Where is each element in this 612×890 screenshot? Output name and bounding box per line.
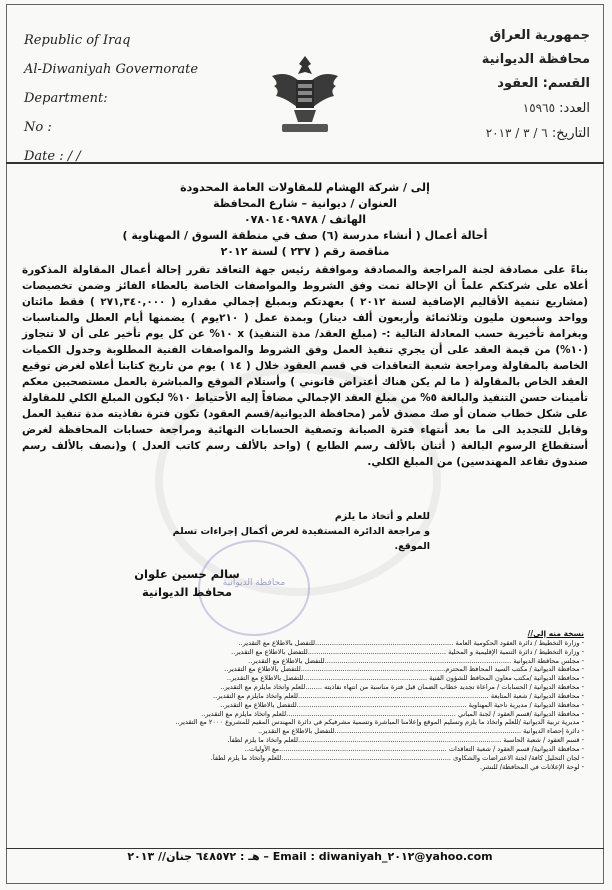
department-en: Department:	[24, 91, 108, 106]
instruction-line-1: للعلم و أتخاذ ما يلزم	[334, 511, 430, 522]
copies-item: - لوحة الإعلانات في المحافظة/ للنشر.	[479, 762, 584, 771]
copies-item: - مديرية تربية الديوانية /للعلم واتخاذ ما يلزم وتسليم الموقع وإعلامنا المباشرة وتسمية مشرفيكم في دائرة المهندس المقيم للمشروع ٢٠٠٠ مع التقدير..	[175, 718, 584, 727]
copies-item: - قسم العقود / شعبة الحاسبة .................................................................................................للعلم واتخاذ ما يلزم لطفاً.	[227, 736, 584, 745]
letterhead-english	[24, 26, 234, 171]
letterhead-arabic	[390, 24, 590, 146]
date-ar	[390, 121, 590, 146]
letter-body: بناءً على مصادقة لجنة المراجعة والمصادقة وموافقة رئيس جهة التعاقد تقرر إحالة أعمال المقاولة المذكورة أعلاه على شركتكم علماً أن الإحالة تمت وفق الشروط والمواصفات الخاصة بالعطاء الفائز وضمن تخصيصات (مشاريع تنمية الأقاليم الإضافية لسنة ٢٠١٢ ) بعهدتكم وبمبلغ إجمالي مقداره ( ٢٧١,٣٤٠,٠٠٠ ) فقط مائتان وواحد وسبعون مليون وثلاثمائة وأربعون ألف دينار) وبمدة عمل ( ٢١٠يوم ) يضمنها أيام العطل والمناسبات وبغرامة تأخيرية حسب المعادلة التالية :- (مبلغ العقد/ مدة التنفيذ) x ١٠% عن كل يوم تأخير على أن لا تتجاوز (١٠%) من قيمة العقد على أن يجري تنفيذ العمل وفق الشروط والمواصفات الفنية المطلوبة وجدول الكميات الخاصة بالمقاولة ومراجعة شعبة التعاقدات في قسم العقود خلال ( ١٤ ) يوم من تاريخ كتابنا أعلاه لغرض توقيع العقد الخاص بالمقاولة ( ما لم يكن هناك أعتراض قانوني ) وأستلام الموقع والمباشرة بالعمل مستصحبين معكم تأمينات حسن التنفيذ والبالغة ٥% من مبلغ العقد الإجمالي مضافاً إليه الأحتياط ١٠% ليكون المبلغ الكلي للمقاولة على شكل خطاب ضمان أو صك مصدق لأمر (محافظة الديوانية/قسم العقود) تكون فترة نفاذيته مدة تنفيذ العمل وقابل للتجديد الى ما بعد أنتهاء فترة الصيانة وتصفية الحسابات النهائية ومراجعة حسابات المحافظة لغرض أستقطاع الرسوم البالغة ( أثنان بالألف رسم الطابع ) (واحد بالألف رسم كاتب العدل ) و(نصف بالألف رسم صندوق تقاعد المهندسين) من المبلغ الكلي.	[22, 264, 589, 468]
number-value-ar: ١٥٩٦٥	[522, 101, 556, 115]
department-ar: القسم: العقود	[497, 76, 590, 91]
number-label-ar: العدد:	[559, 101, 590, 116]
addressee-phone: الهاتف / ٠٧٨٠١٤٠٩٨٧٨	[243, 213, 367, 226]
copies-item: - محافظة الديوانية /مكتب معاون المحافظ للشؤون الفنية ...........................................................للتفضل بالاطلاع مع التقدير..	[226, 674, 584, 683]
copies-title: نسخة منه إلى//	[527, 630, 584, 638]
copies-item: - لجان التحليل كافة/ لجنة الاعتراضات والشكاوى .................................................................................للعلم واتخاذ ما يلزم لطفاً.	[210, 753, 584, 762]
date-value-ar: ٦ / ٣ / ٢٠١٣	[485, 126, 548, 140]
governorate-en: Al-Diwaniyah Governorate	[24, 62, 199, 77]
date-label-ar: التاريخ:	[551, 126, 590, 141]
letterhead	[6, 4, 604, 164]
tender-line: مناقصة رقم ( ٢٣٧ ) لسنة ٢٠١٢	[220, 245, 390, 258]
signatory-title: محافظ الديوانية	[142, 585, 232, 599]
signature-block	[112, 565, 262, 601]
governorate-ar: محافظة الديوانية	[481, 52, 590, 67]
copies-item: - محافظة الديوانية / شعبة المتابعة ...........................................................................................للعلم واتخاذ مايلزم مع التقدير..	[213, 691, 584, 700]
instruction-line-2: و مراجعة الدائرة المستفيدة لغرض أكمال إجراءات تسلم الموقع.	[172, 526, 430, 552]
stamp-label: محافظة الديوانية	[222, 578, 286, 588]
copies-item: - محافظة الديوانية / الحسابات / مراعاة تجديد خطاب الضمان قبل فترة مناسبة من انتهاء نفاذيته ........للعلم واتخاذ مايلزم مع التقدير..	[220, 683, 584, 692]
copies-item: - وزارة التخطيط / دائرة التنمية الإقليمية و المحلية ..................................................................للتفضل بالاطلاع مع التقدير..	[231, 647, 584, 656]
subject-line: أحالة أعمال ( أنشاء مدرسة (٦) صف في منطقة السوق / المهناوية )	[122, 229, 488, 242]
copies-item: - محافظة الديوانية / مديرية ناحية المهناوية .................................................................................للتفضل بالاطلاع مع التقدير..	[220, 700, 584, 709]
number-ar	[390, 96, 590, 121]
addressee-address: العنوان / ديوانية – شارع المحافظة	[213, 197, 397, 210]
copies-list	[30, 630, 584, 772]
copies-item: - محافظة الديوانية / مكتب السيد المحافظ المحترم.....................................................................للتفضل بالاطلاع مع التقدير..	[224, 665, 584, 674]
footer-contact: هـ : ٦٤٨٥٧٢ جنان// ٢٠١٣ – Email : diwaniyah_٢٠١٢@yahoo.com	[127, 850, 493, 863]
copies-item: - دائرة إحصاء الديوانية .........................................................................................للتفضل بالاطلاع مع التقدير..	[257, 727, 584, 736]
copies-item: - وزارة التخطيط / دائرة العقود الحكومية العامة ..................................................................للتفضل بالاطلاع مع التقدير..	[238, 638, 584, 647]
addressee-block	[120, 180, 490, 260]
instructions	[150, 509, 430, 554]
addressee-to: إلى / شركة الهشام للمقاولات العامة المحدودة	[180, 181, 430, 194]
iraq-eagle-emblem-icon	[268, 52, 342, 136]
number-en: No :	[24, 120, 52, 135]
republic-ar: جمهورية العراق	[489, 28, 590, 43]
copies-item: - محافظة الديوانية /قسم العقود / لجنة المباني .................................................................................للعلم واتخاذ مايلزم مع التقدير..	[201, 709, 584, 718]
signatory-name: سالم حسين علوان	[134, 567, 240, 581]
copies-item: - محافظة الديوانية/ قسم العقود / شعبة التعاقدات ................................................................................مع الأوليات..	[244, 744, 584, 753]
date-en: Date : / /	[24, 149, 81, 164]
copies-item: - مجلس محافظة الديوانية .........................................................................................للتفضل بالاطلاع مع التقدير..	[248, 656, 584, 665]
republic-en: Republic of Iraq	[24, 33, 131, 48]
